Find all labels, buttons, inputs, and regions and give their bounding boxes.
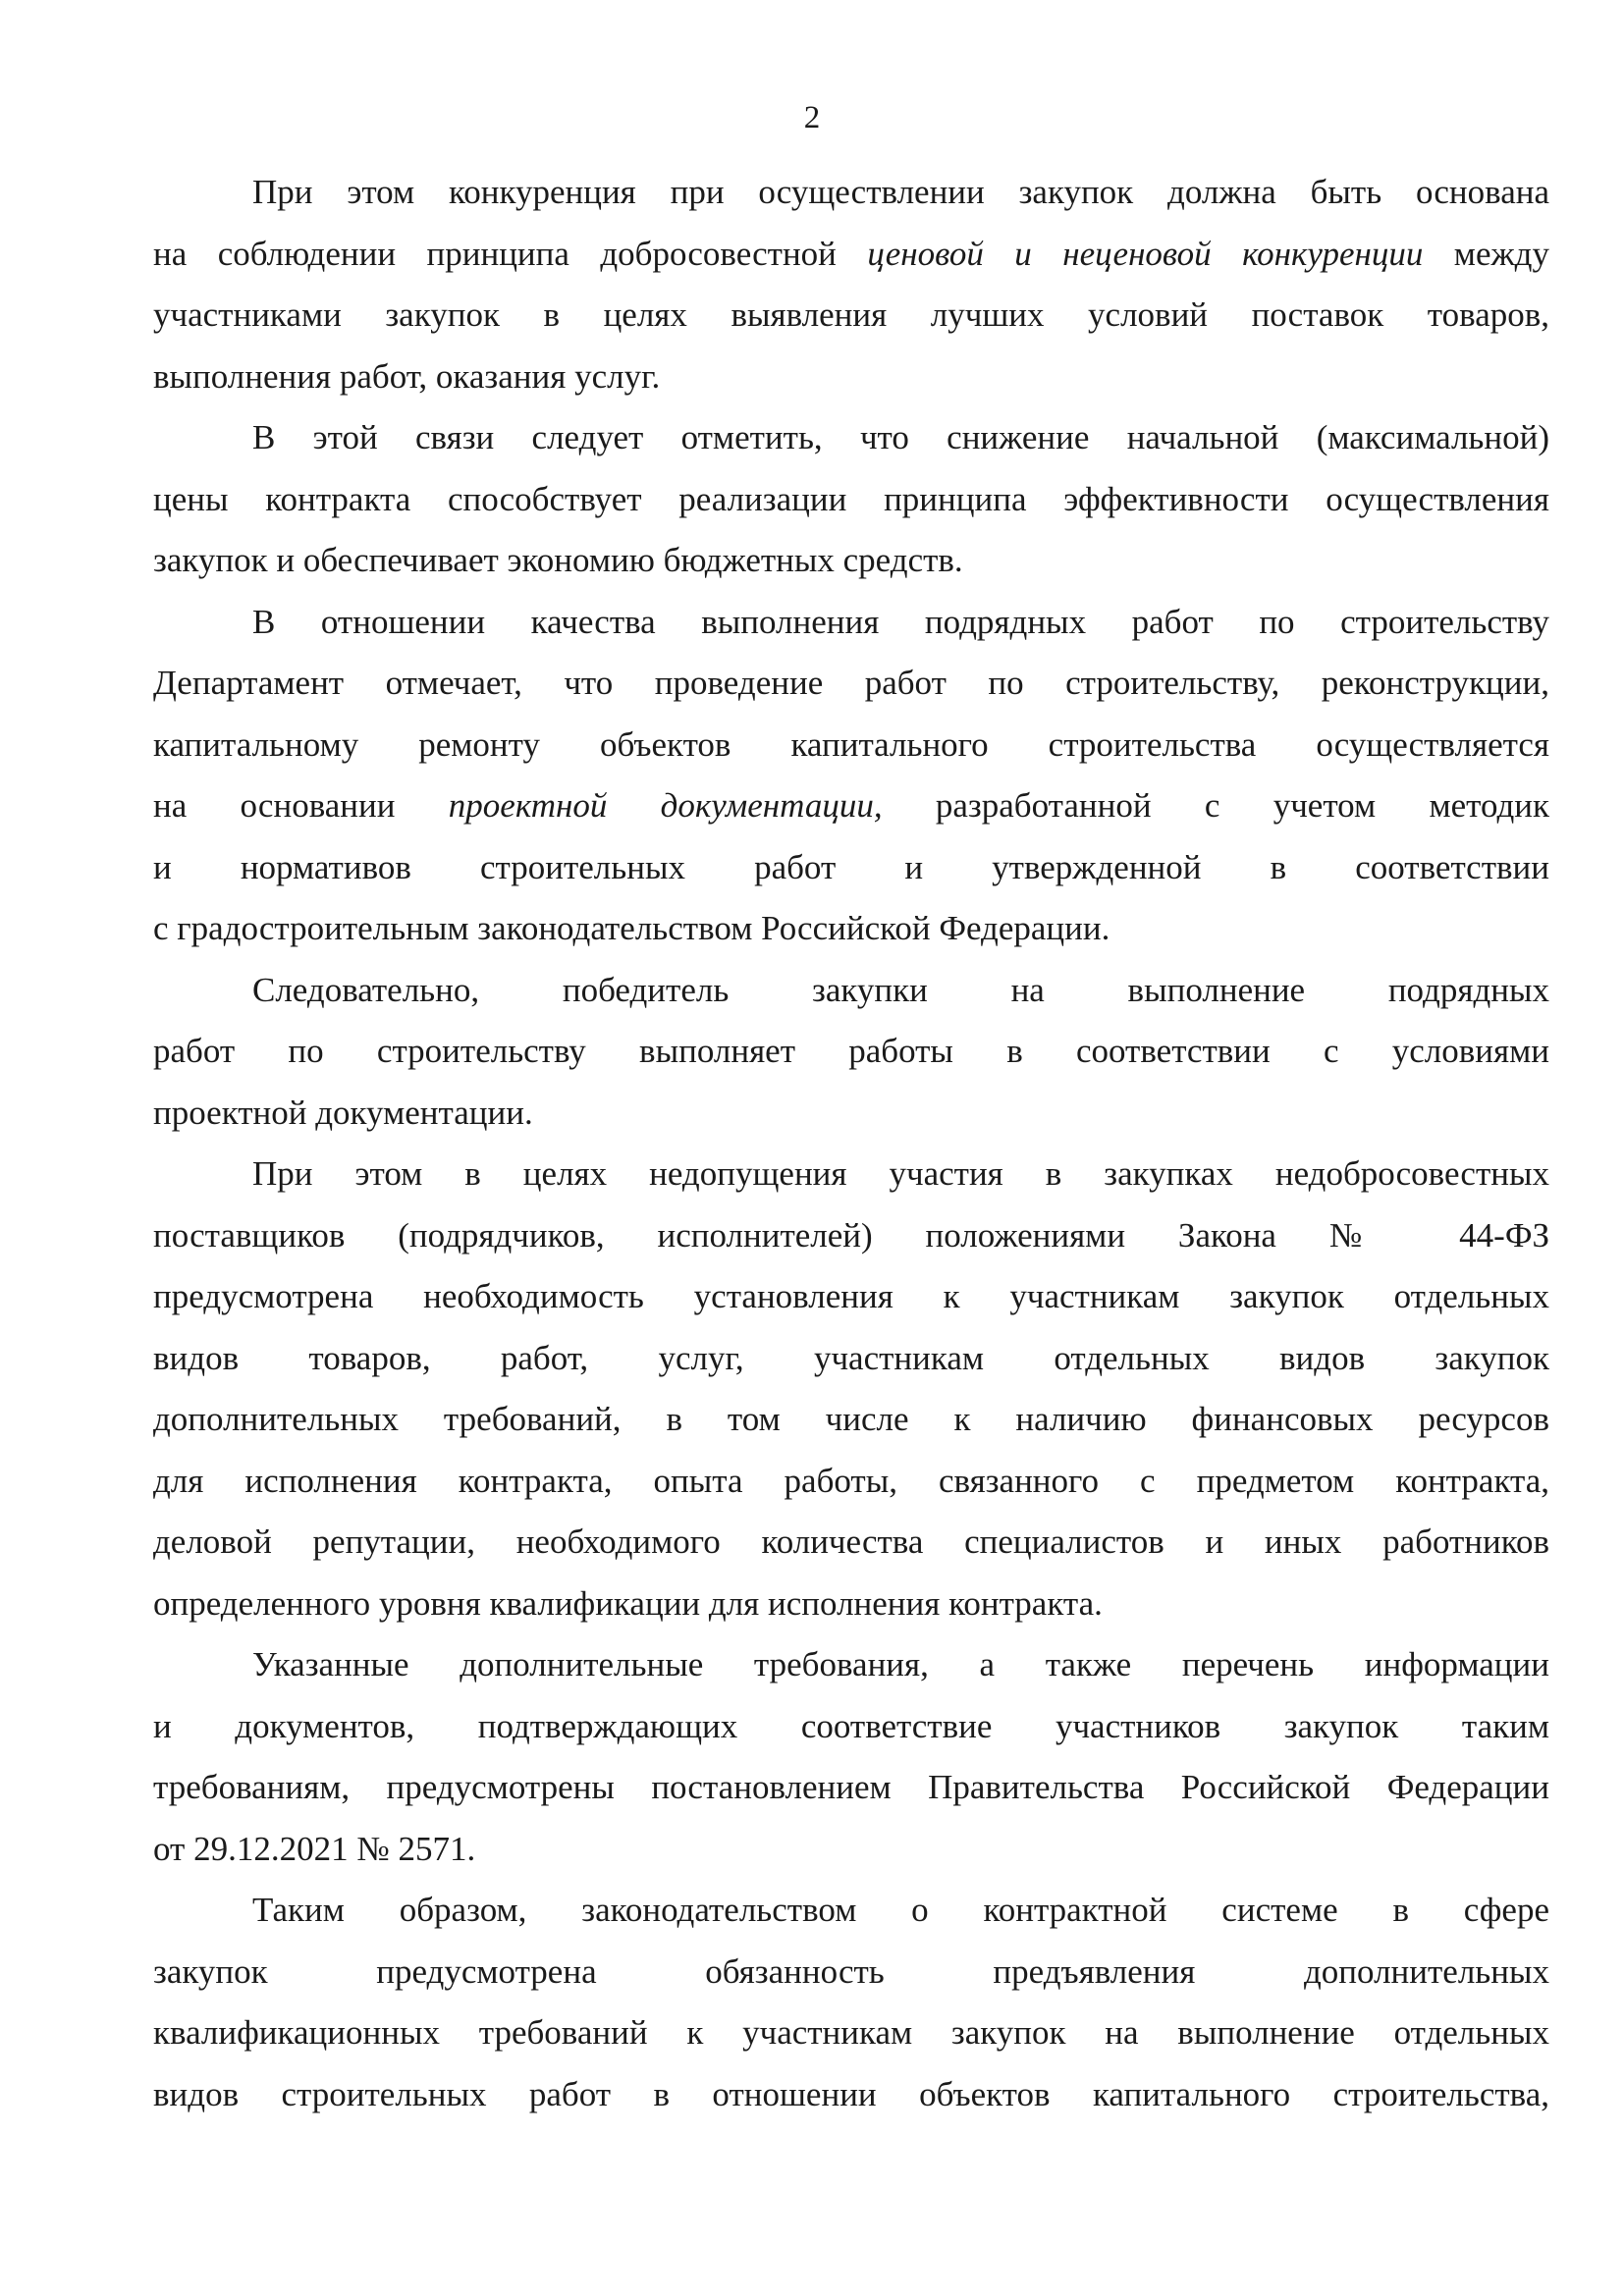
text-run: на основании <box>153 786 449 825</box>
paragraph <box>153 1144 1549 1634</box>
text-line <box>153 285 1549 347</box>
text-line <box>153 224 1549 286</box>
text-line <box>153 1696 1549 1758</box>
text-line <box>153 1634 1549 1696</box>
text-run: видов строительных работ в отношении объектов капитального строительства, <box>153 2074 1549 2113</box>
text-line <box>153 1144 1549 1205</box>
text-run: с градостроительным законодательством Российской Федерации. <box>153 909 1110 947</box>
text-line <box>153 1880 1549 1942</box>
emphasis-text: ценовой и неценовой конкуренции <box>867 234 1424 273</box>
text-line <box>153 1328 1549 1390</box>
text-line <box>153 162 1549 224</box>
text-run: деловой репутации, необходимого количества специалистов и иных работников <box>153 1522 1549 1561</box>
text-line <box>153 2064 1549 2126</box>
paragraph <box>153 407 1549 592</box>
text-line <box>153 653 1549 715</box>
text-line <box>153 1021 1549 1083</box>
text-line <box>153 1574 1549 1635</box>
text-line <box>153 1819 1549 1881</box>
text-line <box>153 2002 1549 2064</box>
page-number: 2 <box>803 100 821 135</box>
text-run: дополнительных требований, в том числе к наличию финансовых ресурсов <box>153 1400 1549 1438</box>
paragraph <box>153 960 1549 1145</box>
text-run: В отношении качества выполнения подрядных работ по строительству <box>252 602 1549 641</box>
text-run: проектной документации. <box>153 1093 533 1132</box>
paragraph <box>153 1634 1549 1880</box>
text-line <box>153 898 1549 960</box>
text-run: и нормативов строительных работ и утвержденной в соответствии <box>153 847 1549 886</box>
text-line <box>153 1205 1549 1267</box>
text-run: разработанной с учетом методик <box>882 786 1549 825</box>
text-run: участниками закупок в целях выявления лучших условий поставок товаров, <box>153 295 1549 334</box>
text-line <box>153 775 1549 837</box>
text-line <box>153 715 1549 776</box>
text-line <box>153 837 1549 899</box>
text-run: Следовательно, победитель закупки на выполнение подрядных <box>252 970 1549 1009</box>
text-line <box>153 347 1549 408</box>
text-line <box>153 1389 1549 1451</box>
paragraph <box>153 592 1549 960</box>
text-line <box>153 530 1549 592</box>
body-text <box>153 162 1549 2125</box>
emphasis-text: проектной документации, <box>448 786 883 825</box>
text-run: для исполнения контракта, опыта работы, связанного с предметом контракта, <box>153 1461 1549 1500</box>
text-run: видов товаров, работ, услуг, участникам отдельных видов закупок <box>153 1338 1549 1377</box>
text-run: При этом конкуренция при осуществлении закупок должна быть основана <box>252 173 1549 211</box>
text-run: поставщиков (подрядчиков, исполнителей) положениями Закона № 44-ФЗ <box>153 1215 1549 1255</box>
text-run: закупок предусмотрена обязанность предъявления дополнительных <box>153 1951 1549 1991</box>
text-run: работ по строительству выполняет работы в соответствии с условиями <box>153 1032 1549 1070</box>
text-run: от 29.12.2021 № 2571. <box>153 1829 476 1868</box>
text-run: квалификационных требований к участникам закупок на выполнение отдельных <box>153 2013 1549 2052</box>
text-run: При этом в целях недопущения участия в закупках недобросовестных <box>252 1154 1549 1193</box>
text-run: на соблюдении принципа добросовестной <box>153 234 868 273</box>
text-line <box>153 960 1549 1022</box>
text-line <box>153 469 1549 531</box>
text-run: закупок и обеспечивает экономию бюджетных средств. <box>153 541 963 579</box>
text-run: определенного уровня квалификации для исполнения контракта. <box>153 1583 1103 1623</box>
text-run: между <box>1423 234 1549 273</box>
text-line <box>153 1083 1549 1145</box>
text-run: цены контракта способствует реализации принципа эффективности осуществления <box>153 479 1549 518</box>
text-line <box>153 1942 1549 2003</box>
text-run: Указанные дополнительные требования, а также перечень информации <box>252 1645 1549 1683</box>
text-line <box>153 1266 1549 1328</box>
text-run: и документов, подтверждающих соответствие участников закупок таким <box>153 1706 1549 1745</box>
paragraph <box>153 162 1549 407</box>
text-run: В этой связи следует отметить, что снижение начальной (максимальной) <box>252 418 1549 456</box>
text-line <box>153 592 1549 654</box>
paragraph <box>153 1880 1549 2125</box>
text-run: предусмотрена необходимость установления к участникам закупок отдельных <box>153 1277 1549 1315</box>
text-line <box>153 1512 1549 1574</box>
text-line <box>153 407 1549 469</box>
text-line <box>153 1757 1549 1819</box>
text-run: капитальному ремонту объектов капитального строительства осуществляется <box>153 724 1549 764</box>
text-run: Департамент отмечает, что проведение работ по строительству, реконструкции, <box>153 664 1549 702</box>
text-run: Таким образом, законодательством о контрактной системе в сфере <box>252 1891 1549 1929</box>
text-line <box>153 1451 1549 1513</box>
text-run: требованиям, предусмотрены постановлением Правительства Российской Федерации <box>153 1768 1549 1806</box>
text-run: выполнения работ, оказания услуг. <box>153 356 661 396</box>
